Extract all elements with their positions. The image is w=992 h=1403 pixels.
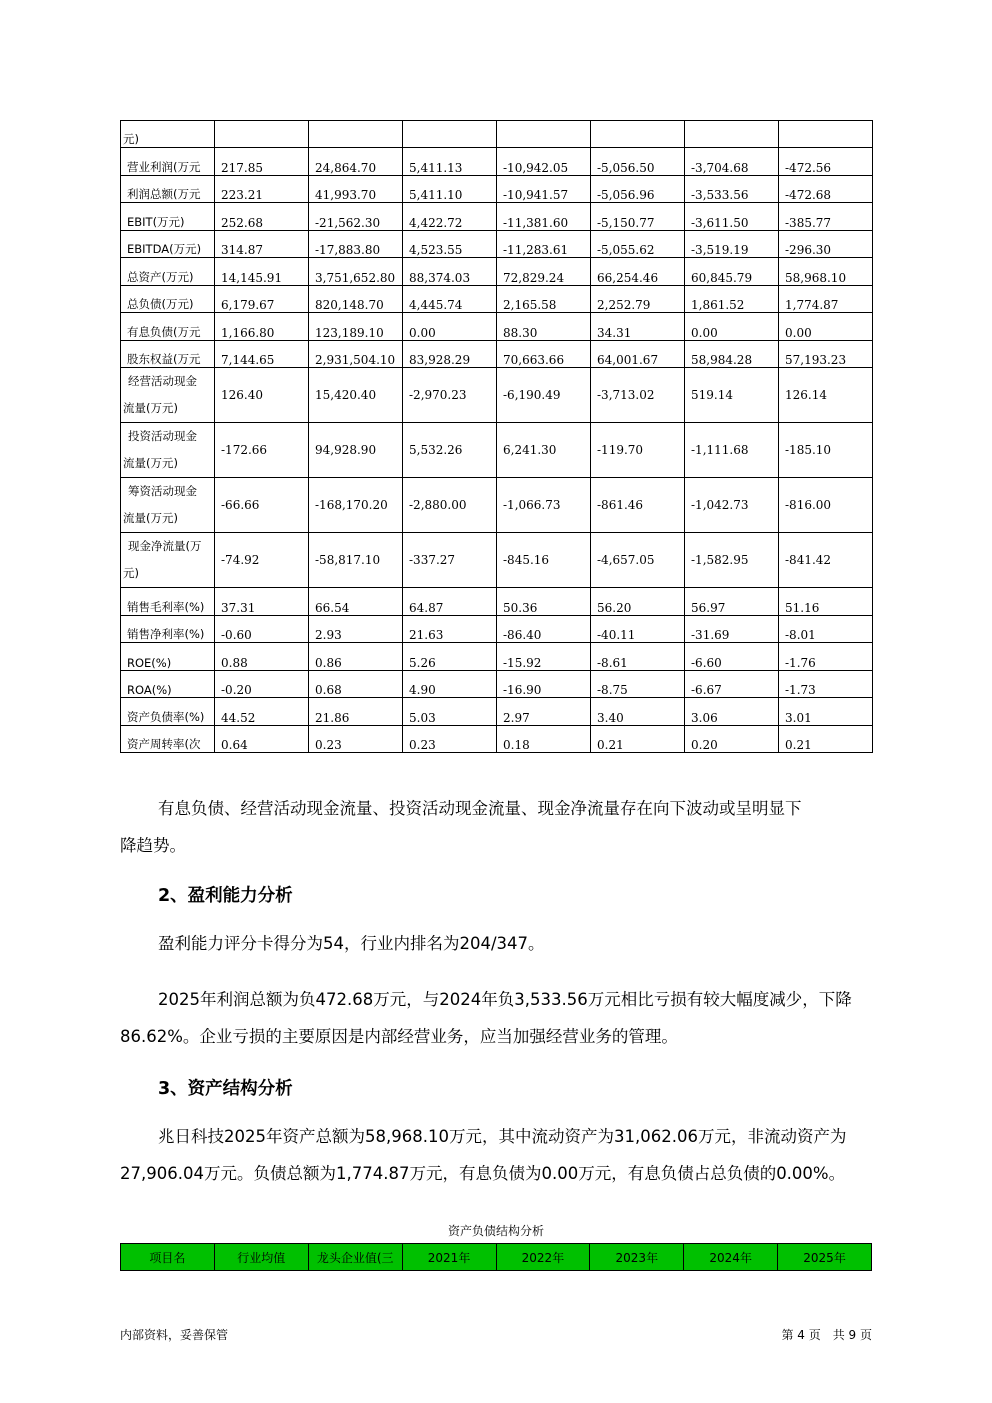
table-cell: -86.40 bbox=[497, 615, 591, 643]
table-cell: 314.87 bbox=[215, 230, 309, 258]
table-cell: 0.00 bbox=[685, 313, 779, 341]
table-cell: -6.60 bbox=[685, 643, 779, 671]
table-cell: 64.87 bbox=[403, 588, 497, 616]
table-row bbox=[121, 533, 873, 588]
paragraph-line: 盈利能力评分卡得分为54，行业内排名为204/347。 bbox=[158, 934, 545, 953]
row-label: 股东权益(万元 bbox=[121, 340, 215, 368]
table-header-cell: 2021年 bbox=[402, 1244, 496, 1271]
table-cell: -8.75 bbox=[591, 670, 685, 698]
row-label: ROA(%) bbox=[121, 670, 215, 698]
table-header-cell: 2023年 bbox=[590, 1244, 684, 1271]
table-row bbox=[121, 670, 873, 698]
table-row bbox=[121, 368, 873, 423]
table-cell: 5,411.10 bbox=[403, 175, 497, 203]
table-cell: -2,970.23 bbox=[403, 368, 497, 423]
table-cell: 57,193.23 bbox=[779, 340, 873, 368]
paragraph-line: 降趋势。 bbox=[120, 836, 186, 855]
table-cell: 51.16 bbox=[779, 588, 873, 616]
table-cell: 0.23 bbox=[403, 725, 497, 753]
table-cell: -3,533.56 bbox=[685, 175, 779, 203]
table-cell: 126.40 bbox=[215, 368, 309, 423]
table-row bbox=[121, 615, 873, 643]
table-row bbox=[121, 258, 873, 286]
table-cell: 7,144.65 bbox=[215, 340, 309, 368]
table-cell: -74.92 bbox=[215, 533, 309, 588]
table-cell: 4,445.74 bbox=[403, 285, 497, 313]
table-cell: -31.69 bbox=[685, 615, 779, 643]
row-label-line: 流量(万元) bbox=[123, 456, 178, 470]
table-cell: -3,611.50 bbox=[685, 203, 779, 231]
table-cell: 123,189.10 bbox=[309, 313, 403, 341]
table-row bbox=[121, 643, 873, 671]
table-cell: 3.01 bbox=[779, 698, 873, 726]
table-cell: 21.63 bbox=[403, 615, 497, 643]
row-label: 营业利润(万元 bbox=[121, 148, 215, 176]
paragraph-line: 86.62%。企业亏损的主要原因是内部经营业务，应当加强经营业务的管理。 bbox=[120, 1027, 678, 1046]
table-header-cell: 2024年 bbox=[684, 1244, 778, 1271]
table-cell: -11,381.60 bbox=[497, 203, 591, 231]
table-cell: -58,817.10 bbox=[309, 533, 403, 588]
table-cell: -40.11 bbox=[591, 615, 685, 643]
row-label bbox=[121, 368, 215, 423]
table-cell: 64,001.67 bbox=[591, 340, 685, 368]
table-cell: -3,519.19 bbox=[685, 230, 779, 258]
table-cell: -816.00 bbox=[779, 478, 873, 533]
table-cell: -10,942.05 bbox=[497, 148, 591, 176]
table-cell: -5,150.77 bbox=[591, 203, 685, 231]
row-label-line: 筹资活动现金 bbox=[128, 484, 197, 498]
table-cell: 2,165.58 bbox=[497, 285, 591, 313]
table-cell: -10,941.57 bbox=[497, 175, 591, 203]
table-cell: 60,845.79 bbox=[685, 258, 779, 286]
table-row bbox=[121, 121, 873, 148]
table-cell: 3,751,652.80 bbox=[309, 258, 403, 286]
table-cell: 2,931,504.10 bbox=[309, 340, 403, 368]
table-cell: 519.14 bbox=[685, 368, 779, 423]
row-label: 销售净利率(%) bbox=[121, 615, 215, 643]
table-row bbox=[121, 313, 873, 341]
table-cell: 14,145.91 bbox=[215, 258, 309, 286]
table-header-cell: 项目名 bbox=[121, 1244, 215, 1271]
table-cell: -119.70 bbox=[591, 423, 685, 478]
table-cell: 88,374.03 bbox=[403, 258, 497, 286]
paragraph-line: 27,906.04万元。负债总额为1,774.87万元，有息负债为0.00万元，有息负债占总负债的0.00%。 bbox=[120, 1164, 846, 1183]
table-cell: 5,411.13 bbox=[403, 148, 497, 176]
table-cell: -0.20 bbox=[215, 670, 309, 698]
table-cell: 5.26 bbox=[403, 643, 497, 671]
table-cell: -841.42 bbox=[779, 533, 873, 588]
paragraph-assets bbox=[120, 1118, 876, 1192]
table-cell: 0.64 bbox=[215, 725, 309, 753]
table-row bbox=[121, 478, 873, 533]
table-cell: 4,523.55 bbox=[403, 230, 497, 258]
table-cell: 2,252.79 bbox=[591, 285, 685, 313]
table-cell: 44.52 bbox=[215, 698, 309, 726]
table-header-cell: 2025年 bbox=[778, 1244, 872, 1271]
table-cell: -5,056.50 bbox=[591, 148, 685, 176]
table-cell: 70,663.66 bbox=[497, 340, 591, 368]
table-cell: -861.46 bbox=[591, 478, 685, 533]
table-cell: 2.93 bbox=[309, 615, 403, 643]
table-cell: 0.21 bbox=[779, 725, 873, 753]
table-caption: 资产负债结构分析 bbox=[447, 1224, 544, 1238]
table-cell: -1,066.73 bbox=[497, 478, 591, 533]
row-label-line: 现金净流量(万 bbox=[128, 539, 202, 553]
table-row bbox=[121, 148, 873, 176]
table-cell: 6,241.30 bbox=[497, 423, 591, 478]
table-cell: 1,166.80 bbox=[215, 313, 309, 341]
table-cell: 21.86 bbox=[309, 698, 403, 726]
paragraph-line: 兆日科技2025年资产总额为58,968.10万元，其中流动资产为31,062.06万元，非流动资产为 bbox=[158, 1127, 847, 1146]
table-cell: 0.23 bbox=[309, 725, 403, 753]
table-cell: 2.97 bbox=[497, 698, 591, 726]
table-cell: 94,928.90 bbox=[309, 423, 403, 478]
row-label: ROE(%) bbox=[121, 643, 215, 671]
table-cell: 1,774.87 bbox=[779, 285, 873, 313]
table-cell: -5,055.62 bbox=[591, 230, 685, 258]
table-header-cell: 2022年 bbox=[496, 1244, 590, 1271]
table-cell: 3.40 bbox=[591, 698, 685, 726]
table-cell: 56.20 bbox=[591, 588, 685, 616]
table-cell: 58,984.28 bbox=[685, 340, 779, 368]
table-row bbox=[121, 423, 873, 478]
table-cell: -472.56 bbox=[779, 148, 873, 176]
table-cell: -1.76 bbox=[779, 643, 873, 671]
paragraph-score bbox=[120, 925, 876, 962]
table-header-cell: 龙头企业值(三 bbox=[308, 1244, 402, 1271]
table-cell: -845.16 bbox=[497, 533, 591, 588]
table-cell: -296.30 bbox=[779, 230, 873, 258]
row-label: 资产负债率(%) bbox=[121, 698, 215, 726]
table-cell: 0.00 bbox=[403, 313, 497, 341]
financial-table bbox=[120, 120, 873, 753]
table-cell: -185.10 bbox=[779, 423, 873, 478]
row-label: 利润总额(万元 bbox=[121, 175, 215, 203]
footer-note: 内部资料，妥善保管 bbox=[120, 1328, 229, 1342]
table-cell: -4,657.05 bbox=[591, 533, 685, 588]
table-cell: -21,562.30 bbox=[309, 203, 403, 231]
table-cell: -1.73 bbox=[779, 670, 873, 698]
paragraph-trend bbox=[120, 790, 876, 864]
table-cell: 50.36 bbox=[497, 588, 591, 616]
table-cell: 58,968.10 bbox=[779, 258, 873, 286]
table-cell: -1,111.68 bbox=[685, 423, 779, 478]
table-cell: -472.68 bbox=[779, 175, 873, 203]
row-label: 总负债(万元) bbox=[121, 285, 215, 313]
table-cell: 66.54 bbox=[309, 588, 403, 616]
table-header-cell: 行业均值 bbox=[214, 1244, 308, 1271]
table-cell: -6,190.49 bbox=[497, 368, 591, 423]
table-cell: -385.77 bbox=[779, 203, 873, 231]
row-label-line: 元) bbox=[123, 566, 139, 580]
table-cell: -16.90 bbox=[497, 670, 591, 698]
table-cell: -66.66 bbox=[215, 478, 309, 533]
table-cell: 0.00 bbox=[779, 313, 873, 341]
row-label bbox=[121, 478, 215, 533]
row-label: 元) bbox=[121, 121, 215, 148]
page-number: 第 4 页 共 9 页 bbox=[781, 1328, 872, 1342]
table-cell: 0.68 bbox=[309, 670, 403, 698]
row-label bbox=[121, 533, 215, 588]
table-row bbox=[121, 285, 873, 313]
table-cell: 217.85 bbox=[215, 148, 309, 176]
table-cell: -337.27 bbox=[403, 533, 497, 588]
table-cell: -17,883.80 bbox=[309, 230, 403, 258]
table-cell: -6.67 bbox=[685, 670, 779, 698]
row-label-line: 流量(万元) bbox=[123, 401, 178, 415]
balance-structure-table bbox=[120, 1243, 872, 1271]
table-cell: 0.21 bbox=[591, 725, 685, 753]
table-row bbox=[121, 230, 873, 258]
table-cell: 37.31 bbox=[215, 588, 309, 616]
table-row bbox=[121, 725, 873, 753]
row-label-line: 流量(万元) bbox=[123, 511, 178, 525]
table-cell: -8.61 bbox=[591, 643, 685, 671]
table-cell: 0.18 bbox=[497, 725, 591, 753]
table-row bbox=[121, 175, 873, 203]
table-cell: 3.06 bbox=[685, 698, 779, 726]
table-cell: -11,283.61 bbox=[497, 230, 591, 258]
table-cell: 4.90 bbox=[403, 670, 497, 698]
table-cell: 126.14 bbox=[779, 368, 873, 423]
table-cell: -5,056.96 bbox=[591, 175, 685, 203]
table-cell: -15.92 bbox=[497, 643, 591, 671]
table-cell: 5,532.26 bbox=[403, 423, 497, 478]
table-cell: 24,864.70 bbox=[309, 148, 403, 176]
table-cell: 1,861.52 bbox=[685, 285, 779, 313]
table-cell: 0.86 bbox=[309, 643, 403, 671]
row-label: 销售毛利率(%) bbox=[121, 588, 215, 616]
table-cell: -2,880.00 bbox=[403, 478, 497, 533]
row-label: EBITDA(万元) bbox=[121, 230, 215, 258]
table-cell: 6,179.67 bbox=[215, 285, 309, 313]
paragraph-profit bbox=[120, 981, 876, 1055]
table-cell: 83,928.29 bbox=[403, 340, 497, 368]
table-cell: -8.01 bbox=[779, 615, 873, 643]
paragraph-line: 有息负债、经营活动现金流量、投资活动现金流量、现金净流量存在向下波动或呈明显下 bbox=[158, 799, 802, 818]
section-heading-asset-structure: 3、资产结构分析 bbox=[158, 1079, 293, 1099]
table-row bbox=[121, 340, 873, 368]
table-cell: 820,148.70 bbox=[309, 285, 403, 313]
table-cell: -0.60 bbox=[215, 615, 309, 643]
row-label-line: 经营活动现金 bbox=[128, 374, 197, 388]
table-cell: 41,993.70 bbox=[309, 175, 403, 203]
row-label bbox=[121, 423, 215, 478]
table-cell: -3,704.68 bbox=[685, 148, 779, 176]
row-label: 资产周转率(次 bbox=[121, 725, 215, 753]
table-cell: -1,582.95 bbox=[685, 533, 779, 588]
row-label: EBIT(万元) bbox=[121, 203, 215, 231]
table-cell: 0.88 bbox=[215, 643, 309, 671]
table-header-row bbox=[121, 1244, 872, 1271]
table-cell: 56.97 bbox=[685, 588, 779, 616]
table-row bbox=[121, 203, 873, 231]
table-cell: 0.20 bbox=[685, 725, 779, 753]
table-row bbox=[121, 588, 873, 616]
row-label: 总资产(万元) bbox=[121, 258, 215, 286]
table-cell: -172.66 bbox=[215, 423, 309, 478]
table-cell: 34.31 bbox=[591, 313, 685, 341]
row-label-line: 投资活动现金 bbox=[128, 429, 197, 443]
table-cell: 88.30 bbox=[497, 313, 591, 341]
paragraph-line: 2025年利润总额为负472.68万元，与2024年负3,533.56万元相比亏损有较大幅度减少，下降 bbox=[158, 990, 852, 1009]
table-cell: 66,254.46 bbox=[591, 258, 685, 286]
table-cell: 15,420.40 bbox=[309, 368, 403, 423]
row-label: 有息负债(万元 bbox=[121, 313, 215, 341]
table-row bbox=[121, 698, 873, 726]
table-cell: 4,422.72 bbox=[403, 203, 497, 231]
table-cell: -1,042.73 bbox=[685, 478, 779, 533]
table-cell: -3,713.02 bbox=[591, 368, 685, 423]
table-cell: 72,829.24 bbox=[497, 258, 591, 286]
table-cell: 223.21 bbox=[215, 175, 309, 203]
table-cell: -168,170.20 bbox=[309, 478, 403, 533]
table-cell: 252.68 bbox=[215, 203, 309, 231]
table-cell: 5.03 bbox=[403, 698, 497, 726]
section-heading-profitability: 2、盈利能力分析 bbox=[158, 886, 293, 906]
